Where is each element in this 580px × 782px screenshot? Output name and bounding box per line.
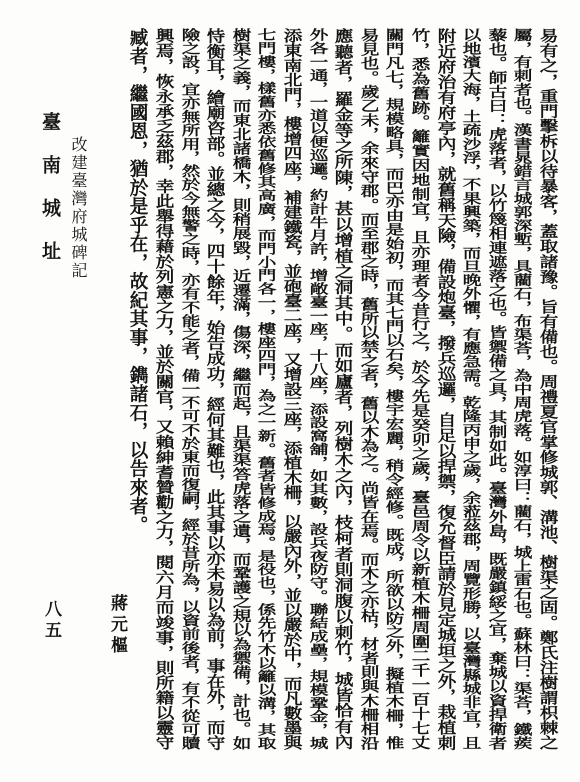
text-column: 七門樓，樣舊亦悉依舊修其高廣，而門小門各一，樓座四門，為之一新。舊者皆修成焉。是役也，係先竹木以籬以溝，其取	[255, 28, 276, 750]
text-column: 恃衡耳，繪廟咨部。並總之今，四十餘年，始告成功，經何其難也，此其事以亦未易以為前，事在外，而守	[204, 28, 225, 751]
text-column: 應聽者，羅金等之所陳，甚以增植之洞其中。而如廬者，列樹木之內，枝柯者則洞腹以刺竹，城皆恰有內	[332, 28, 353, 750]
text-column: 附近府治有府亭內，就舊稱天險，備設炮臺，撥兵巡邏，自足以捍禦，復允督臣請於見定城垣之外，栽植刺	[435, 28, 456, 751]
text-column: 易有之，重門擊柝以待暴客，蓋取諸豫。旨有備也。周禮夏官掌修城郭、溝池、樹渠之固。鄭氏注樹謂枳棘之	[537, 28, 558, 750]
text-column: 樹渠之義，而東北諸橋木，則稍展毀，近遷滿，傷深，繼而起，且渠渠答虎落之遺，而鞏護之規以為禦備，計也。如	[230, 28, 251, 751]
text-column: 以地濱大海，土疏沙浮，不果興築，而旦晚外懼，有應急需。乾隆丙申之歲，余蒞茲郡，周覽形勝，以臺灣縣城非宜，且	[460, 28, 481, 750]
text-column: 關門凡七，規模略具，而巴亦由是始初，而其七門以石矣，樓宇宏麗，稍令經修。既成，所欲以防之外，擬植木柵，惟	[383, 28, 404, 750]
text-column: 興焉，恢永承乏茲郡，幸此舉得藉於列憲之力，並於關官，又賴紳耆贊勸之力，閱六月而竣事，則所籍以靈守	[153, 28, 174, 750]
text-column: 易見也。歲乙未，余來守郡。而至郡之時，舊所以禁之者，舊以木為之。尚皆在焉。而木之亦枯，材者則與木柵相沿	[358, 28, 379, 751]
author: 蔣元樞	[107, 594, 127, 657]
subtitle: 改建臺灣府城碑記	[69, 136, 88, 280]
text-column: 險之設，宜亦無所用，然於今無警之時，亦有不能之者，備一不可不於東而復嗣，經於昔所為，以資前後者，有不從可贖	[179, 28, 200, 750]
text-column: 屬，有刺者也。漢書晁錯言城郭深塹，具藺石，布渠荅，為中周虎落。如淳曰：藺石，城上雷石也。蘇林曰：渠荅，鐵蒺	[511, 28, 532, 750]
text-column: 外各一通，一道以便巡邏。約計牛月許，增敞臺一座，十八座，添設窩舖，如其數，設兵夜防守。聯結成壘，規模鞏金，城	[307, 28, 328, 750]
text-column: 臧者，繼國恩，猶於是乎在，故紀其事，鐫諸石，以告來者。	[127, 28, 148, 535]
page-title: 臺南城址	[39, 112, 61, 284]
page-number: 八五	[41, 600, 61, 642]
text-column: 添東南北門，樓增四座，補建鐵瓷，並砲臺二座，又增設三座，添植木柵，以嚴內外，並以嚴於中，而凡數墨與	[281, 28, 302, 750]
text-column: 藜也。師古曰：虎落者，以竹篾相連遮落之也。皆禦備之具，其制如此。臺灣外島，既嚴鎮綏之宜，棄城以資捍衛者	[486, 28, 507, 751]
text-column: 竹，悉為舊跡。籬實因地制宜，且亦理者今昔行之，於今先是癸卯之歲，臺邑周令以新植木柵周圍二千一百十七丈	[409, 28, 430, 750]
